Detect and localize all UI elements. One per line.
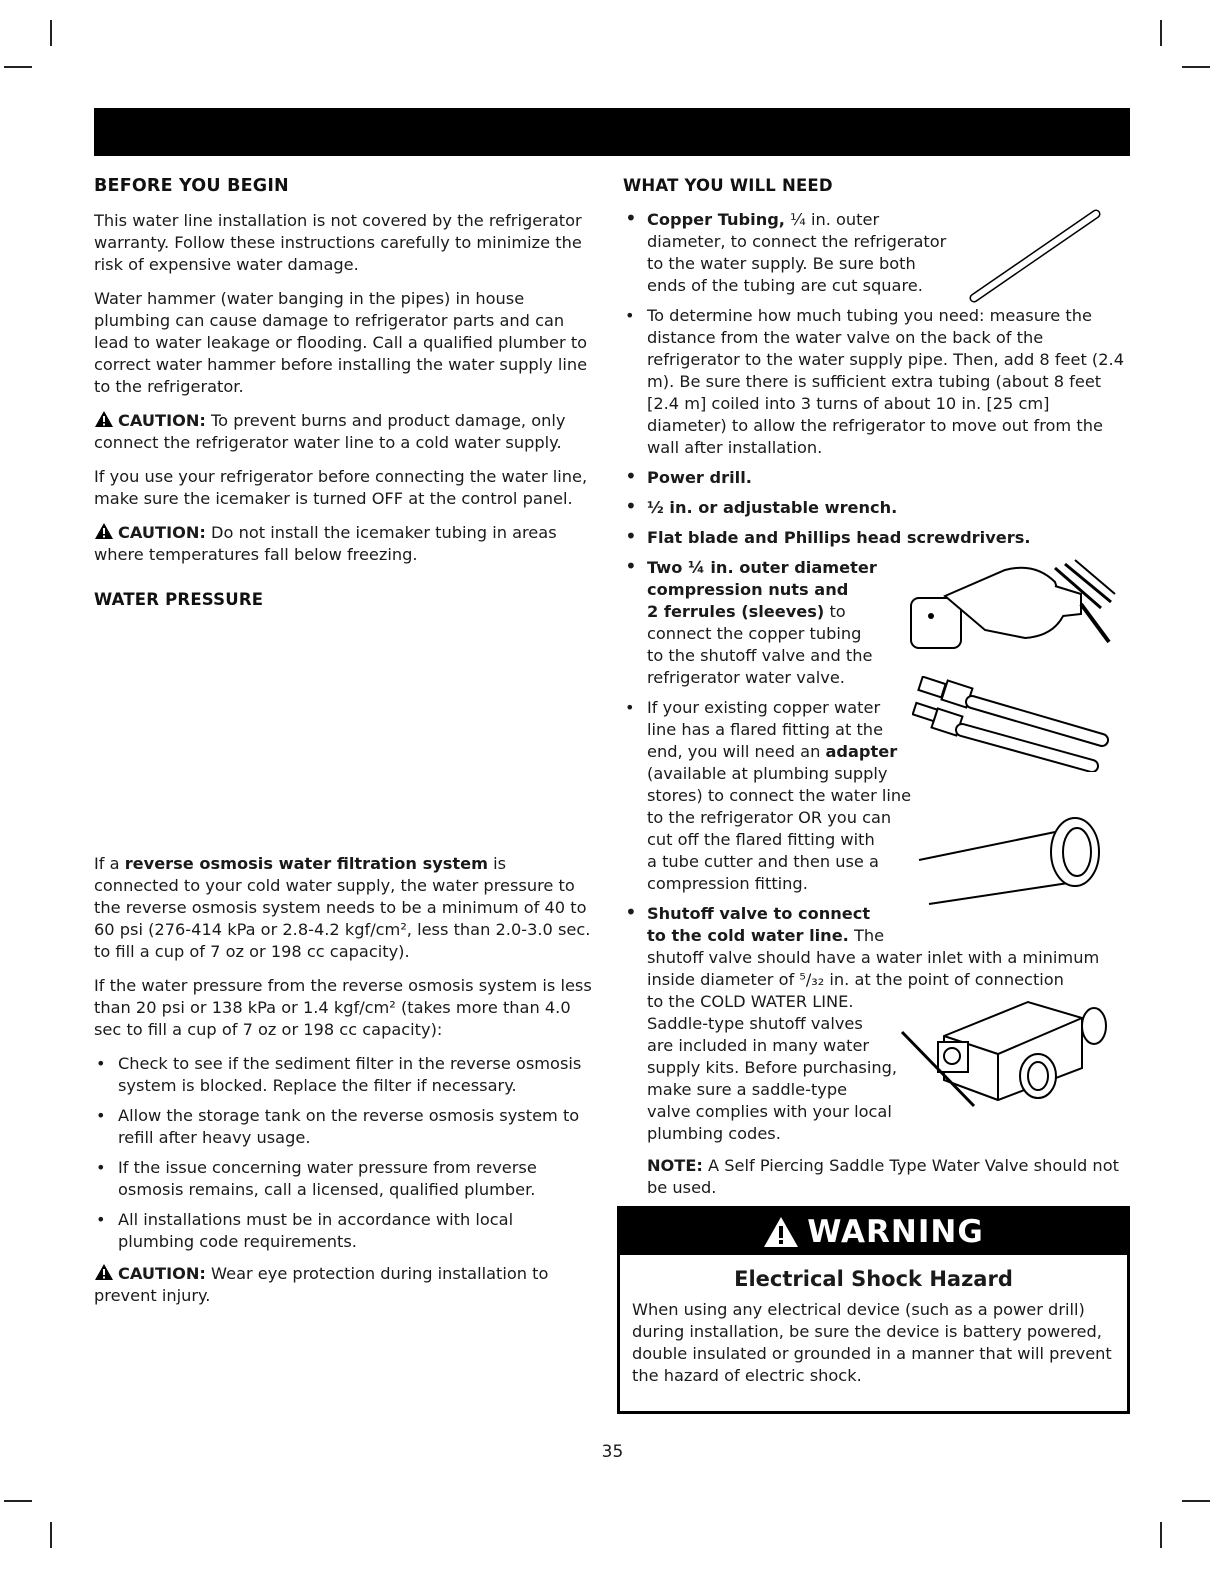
warning-triangle-icon	[763, 1216, 799, 1248]
item-text: ¼ in. outer	[784, 210, 880, 229]
item-text: make sure a saddle-type	[647, 1080, 848, 1099]
item-bold: to the cold water line.	[647, 926, 849, 945]
item-text: a tube cutter and then use a	[647, 852, 879, 871]
compression-fittings-illustration	[912, 676, 1112, 772]
crop-mark	[50, 1522, 52, 1548]
crop-mark	[1160, 20, 1162, 46]
ro-bullet-list	[94, 1053, 594, 1253]
power-drill-item	[623, 467, 1130, 489]
what-you-will-need-heading: WHAT YOU WILL NEED	[623, 176, 833, 195]
item-text: plumbing codes.	[647, 1124, 781, 1143]
power-drill-illustration	[905, 556, 1125, 666]
warning-triangle-icon	[94, 522, 114, 540]
item-text: supply kits. Before purchasing,	[647, 1058, 898, 1077]
page-number: 35	[601, 1442, 624, 1462]
warning-text: When using any electrical device (such as a power drill) during installation, be sure the device is battery powered, double insulated or grounded in a manner that will prevent the hazard of electric shock.	[632, 1300, 1112, 1385]
before-you-begin-heading: BEFORE YOU BEGIN	[94, 176, 289, 196]
item-text: cut off the flared fitting with	[647, 830, 875, 849]
ro-text: If a	[94, 854, 125, 873]
item-text: shutoff valve should have a water inlet with a minimum	[647, 948, 1100, 967]
crop-mark	[1182, 1500, 1210, 1502]
warranty-paragraph: This water line installation is not covered by the refrigerator warranty. Follow these instructions carefully to minimize the risk of expensive water damage.	[94, 211, 582, 274]
header-bar	[94, 108, 1130, 156]
item-text: The	[848, 926, 885, 945]
item-text: refrigerator water valve.	[647, 668, 845, 687]
crop-mark	[1182, 66, 1210, 68]
item-text: Saddle-type shutoff valves	[647, 1014, 863, 1033]
item-text: diameter, to connect the refrigerator	[647, 232, 947, 251]
item-text: are included in many water	[647, 1036, 870, 1055]
note-paragraph	[623, 1155, 1130, 1199]
crop-mark	[1160, 1522, 1162, 1548]
caution-label: CAUTION:	[118, 523, 206, 542]
icemaker-off-paragraph: If you use your refrigerator before connecting the water line, make sure the icemaker is turned OFF at the control panel.	[94, 467, 588, 508]
list-item: • If the issue concerning water pressure from reverse osmosis remains, call a licensed, qualified plumber.	[94, 1157, 594, 1201]
item-bold: ½ in. or adjustable wrench.	[647, 498, 898, 517]
wrench-item	[623, 497, 1130, 519]
warning-triangle-icon	[94, 410, 114, 428]
caution-text: Do not install the icemaker tubing in areas where temperatures fall below freezing.	[94, 523, 557, 564]
list-item: • Check to see if the sediment filter in the reverse osmosis system is blocked. Replace the filter if necessary.	[94, 1053, 594, 1097]
tubing-length-item: • To determine how much tubing you need: measure the distance from the water valve on the back of the refrigerator to the water supply pipe. Then, add 8 feet (2.4 m). Be sure there is sufficient extra tubing (about 8 feet [2.4 m] coiled into 3 turns of about 10 in. [25 cm] diameter) to allow the refrigerator to move out from the wall after installation.	[623, 305, 1130, 459]
item-text: to	[824, 602, 846, 621]
item-text: end, you will need an	[647, 742, 826, 761]
crop-mark	[4, 1500, 32, 1502]
item-bold: Shutoff valve to connect	[647, 904, 871, 923]
item-bold: compression nuts and	[647, 580, 849, 599]
item-bold: Two ¼ in. outer diameter	[647, 558, 877, 577]
note-label: NOTE:	[647, 1156, 703, 1175]
item-text: (available at plumbing supply	[647, 764, 888, 783]
crop-mark	[4, 66, 32, 68]
caution-eye-protection	[94, 1263, 594, 1307]
warning-header	[620, 1209, 1127, 1255]
item-text: compression fitting.	[647, 874, 808, 893]
item-bold: adapter	[825, 742, 898, 761]
item-text: inside diameter of ⁵/₃₂ in. at the point of connection	[647, 970, 1064, 989]
item-text: to the refrigerator OR you can	[647, 808, 892, 827]
water-hammer-paragraph: Water hammer (water banging in the pipes) in house plumbing can cause damage to refrigerator parts and can lead to water leakage or flooding. Call a qualified plumber to correct water hammer before installing the water supply line to the refrigerator.	[94, 289, 588, 396]
flared-tube-illustration	[915, 812, 1105, 912]
crop-mark	[50, 20, 52, 46]
item-text: valve complies with your local	[647, 1102, 892, 1121]
warning-subtitle: Electrical Shock Hazard	[734, 1267, 1013, 1291]
warning-triangle-icon	[94, 1263, 114, 1281]
reverse-osmosis-paragraph	[94, 853, 594, 963]
caution-label: CAUTION:	[118, 1264, 206, 1283]
item-bold: Power drill.	[647, 468, 752, 487]
list-item: • Allow the storage tank on the reverse osmosis system to refill after heavy usage.	[94, 1105, 594, 1149]
item-text: line has a flared fitting at the	[647, 720, 884, 739]
item-bold: Flat blade and Phillips head screwdrivers.	[647, 528, 1031, 547]
item-bold: Copper Tubing,	[647, 210, 785, 229]
low-pressure-paragraph: If the water pressure from the reverse osmosis system is less than 20 psi or 138 kPa or 1.4 kgf/cm² (takes more than 4.0 sec to fill a cup of 7 oz or 198 cc capacity):	[94, 976, 592, 1039]
item-text: connect the copper tubing	[647, 624, 862, 643]
warning-title: WARNING	[807, 1214, 984, 1250]
caution-text: To prevent burns and product damage, only connect the refrigerator water line to a cold water supply.	[94, 411, 566, 452]
shutoff-valve-illustration	[898, 996, 1110, 1116]
ro-text: is connected to your cold water supply, the water pressure to the reverse osmosis system needs to be a minimum of 40 to 60 psi (276-414 kPa or 2.8-4.2 kgf/cm², less than 2.0-3.0 sec. to fill a cup of 7 oz or 198 cc capacity).	[94, 854, 591, 961]
blank-space	[94, 623, 594, 853]
item-text: to the water supply. Be sure both	[647, 254, 916, 273]
item-text: to the COLD WATER LINE.	[647, 992, 854, 1011]
item-text: to the shutoff valve and the	[647, 646, 873, 665]
copper-tubing-illustration	[968, 206, 1104, 306]
caution-label: CAUTION:	[118, 411, 206, 430]
item-text: If your existing copper water	[647, 698, 881, 717]
item-text: ends of the tubing are cut square.	[647, 276, 923, 295]
caution-text: Wear eye protection during installation to prevent injury.	[94, 1264, 549, 1305]
ro-bold-text: reverse osmosis water filtration system	[124, 854, 488, 873]
left-column	[94, 176, 594, 1319]
item-bold: 2 ferrules (sleeves)	[647, 602, 825, 621]
item-text: stores) to connect the water line	[647, 786, 912, 805]
water-pressure-heading: WATER PRESSURE	[94, 590, 264, 609]
caution-freezing	[94, 522, 594, 566]
note-text: A Self Piercing Saddle Type Water Valve should not be used.	[647, 1156, 1119, 1197]
caution-cold-water	[94, 410, 594, 454]
screwdrivers-item	[623, 527, 1130, 549]
warning-box	[617, 1206, 1130, 1414]
list-item: • All installations must be in accordance with local plumbing code requirements.	[94, 1209, 594, 1253]
